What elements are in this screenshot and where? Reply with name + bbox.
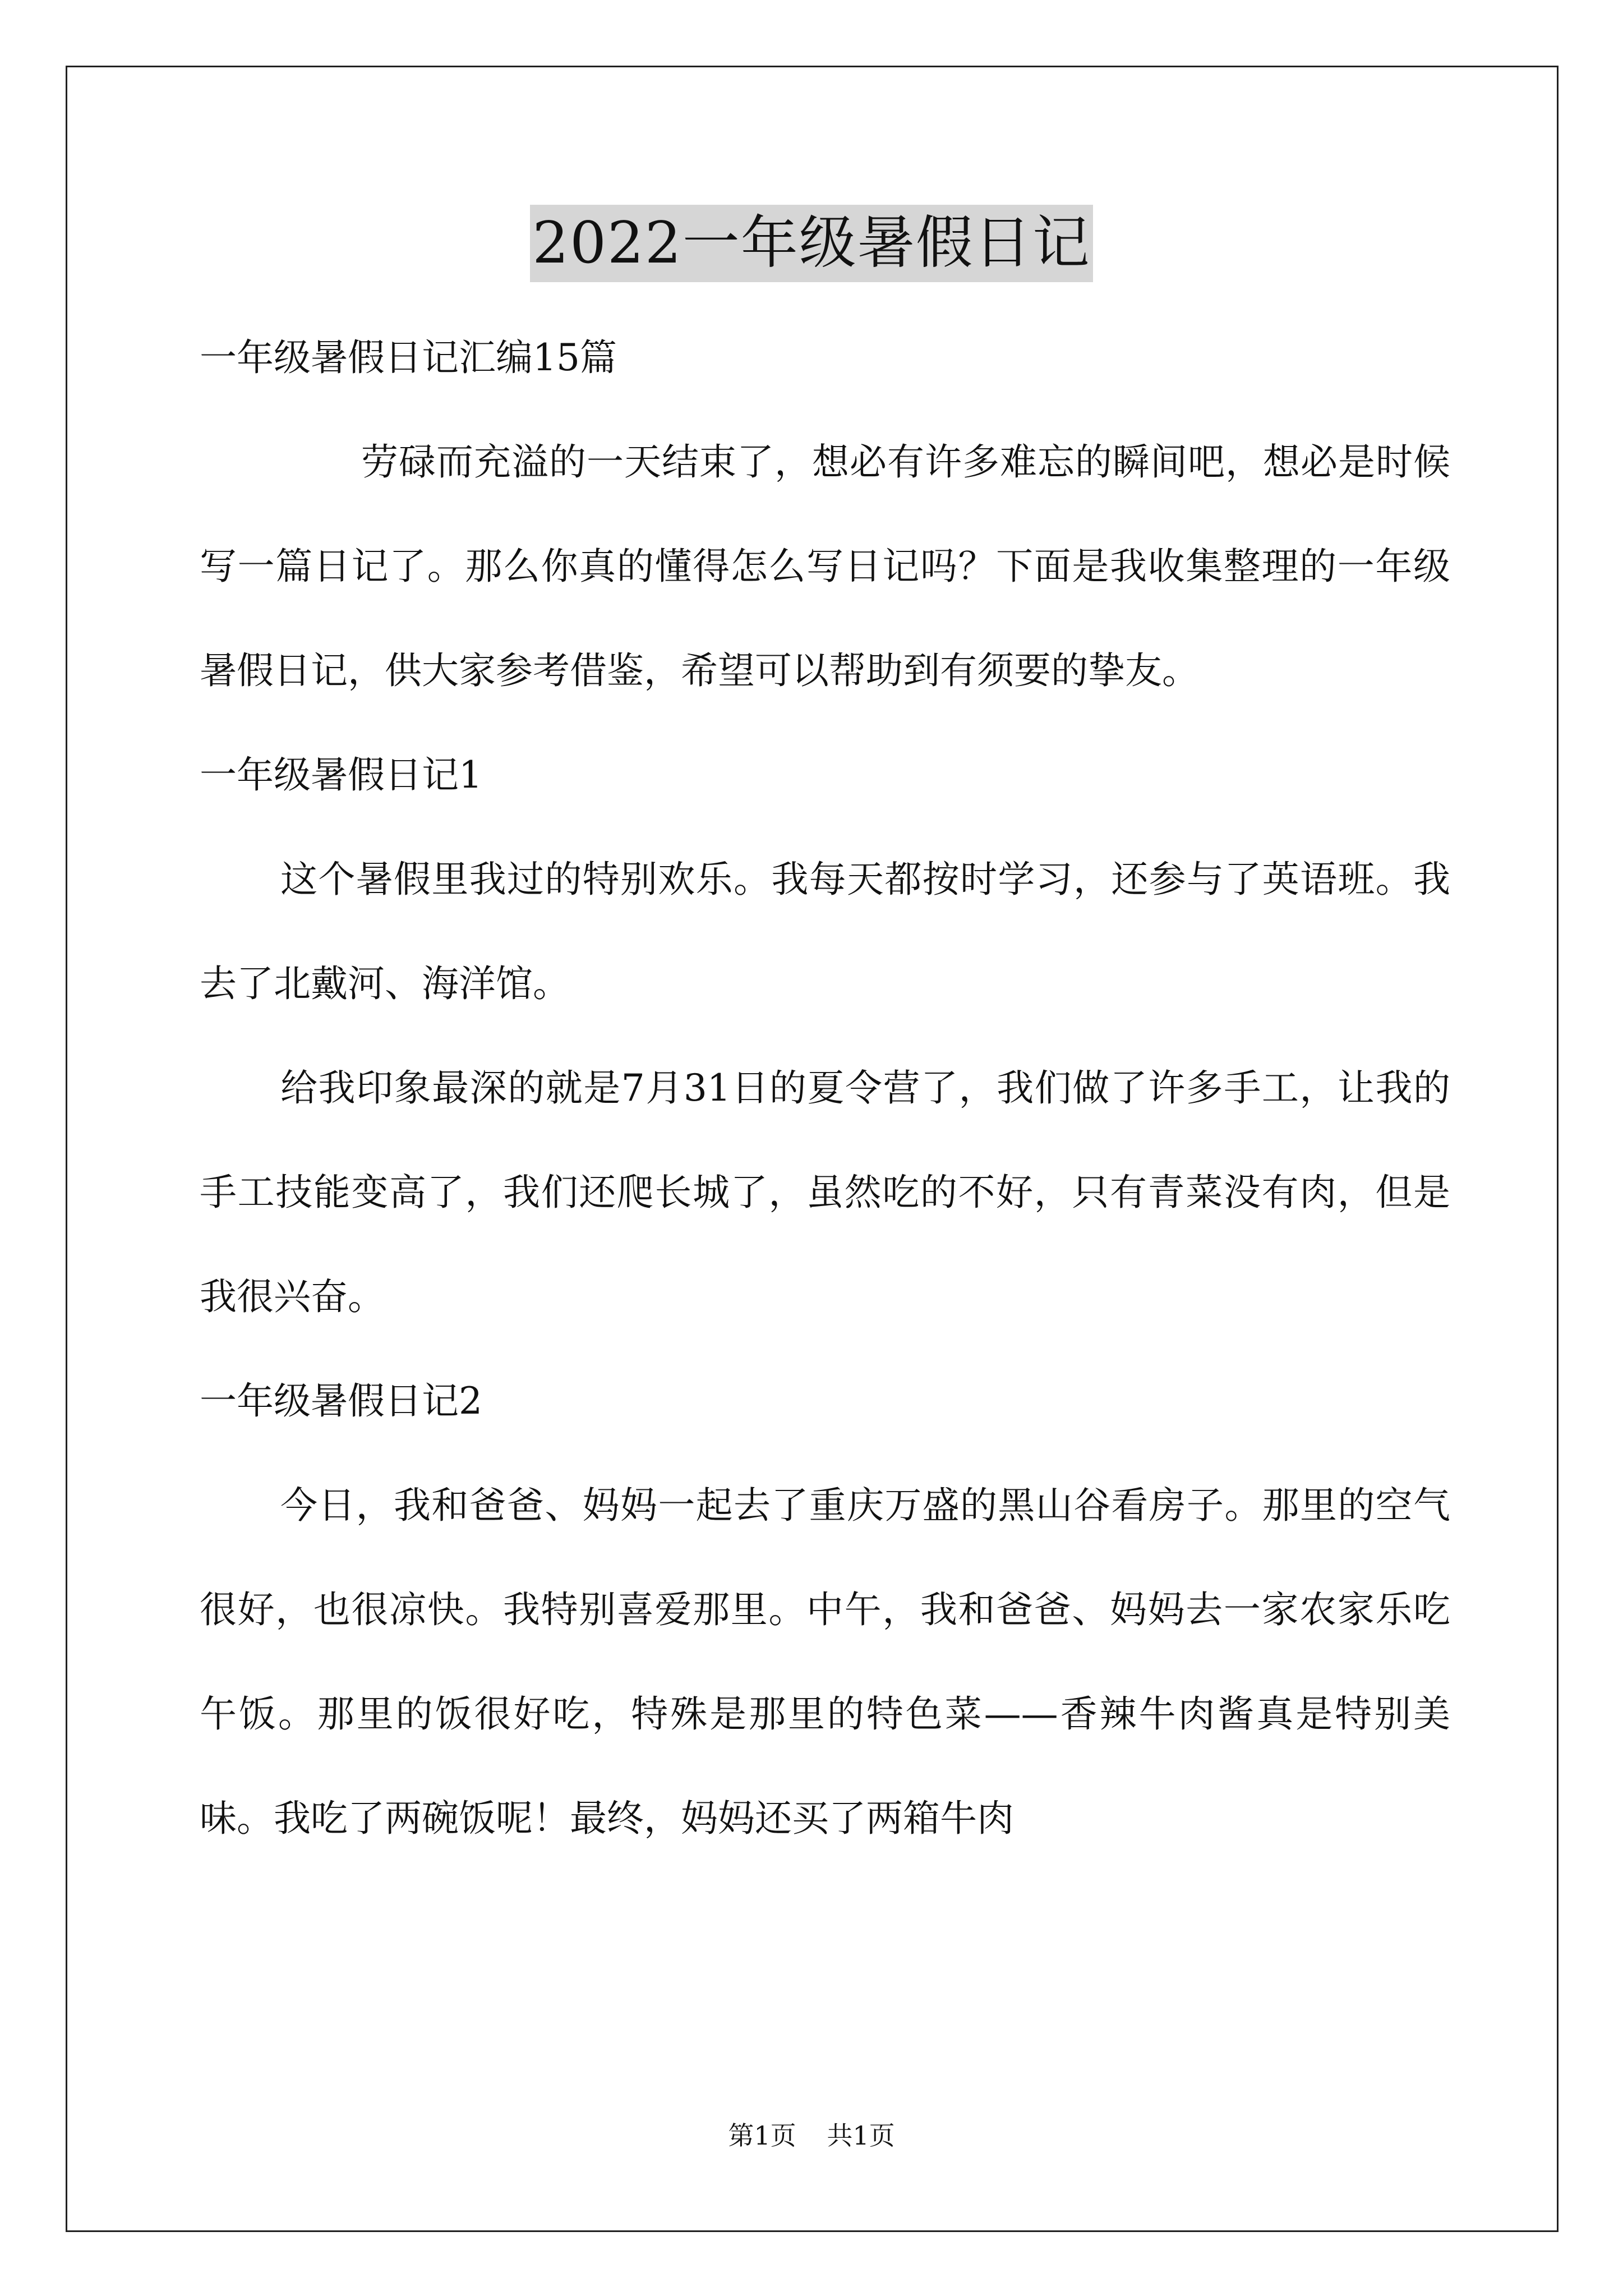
page-number: 第1页	[728, 2120, 796, 2151]
page-footer	[0, 2119, 1623, 2152]
document-body	[200, 306, 1450, 1871]
intro-paragraph: 劳碌而充溢的一天结束了，想必有许多难忘的瞬间吧，想必是时候写一篇日记了。那么你真的懂得怎么写日记吗？下面是我收集整理的一年级暑假日记，供大家参考借鉴，希望可以帮助到有须要的挚友。	[200, 440, 1450, 692]
diary-1-heading: 一年级暑假日记1	[200, 753, 482, 797]
diary-2-heading: 一年级暑假日记2	[200, 1379, 482, 1423]
document-subtitle: 一年级暑假日记汇编15篇	[200, 336, 617, 379]
diary-2-paragraph-1: 今日，我和爸爸、妈妈一起去了重庆万盛的黑山谷看房子。那里的空气很好，也很凉快。我特别喜爱那里。中午，我和爸爸、妈妈去一家农家乐吃午饭。那里的饭很好吃，特殊是那里的特色菜——香辣牛肉酱真是特别美味。我吃了两碗饭呢！最终，妈妈还买了两箱牛肉	[200, 1484, 1450, 1840]
diary-1-paragraph-2: 给我印象最深的就是7月31日的夏令营了，我们做了许多手工，让我的手工技能变高了，我们还爬长城了，虽然吃的不好，只有青菜没有肉，但是我很兴奋。	[200, 1066, 1450, 1318]
document-title: 2022一年级暑假日记	[530, 205, 1093, 282]
page-total: 共1页	[827, 2120, 895, 2151]
diary-1-paragraph-1: 这个暑假里我过的特别欢乐。我每天都按时学习，还参与了英语班。我去了北戴河、海洋馆。	[200, 858, 1450, 1005]
title-container	[0, 205, 1623, 282]
